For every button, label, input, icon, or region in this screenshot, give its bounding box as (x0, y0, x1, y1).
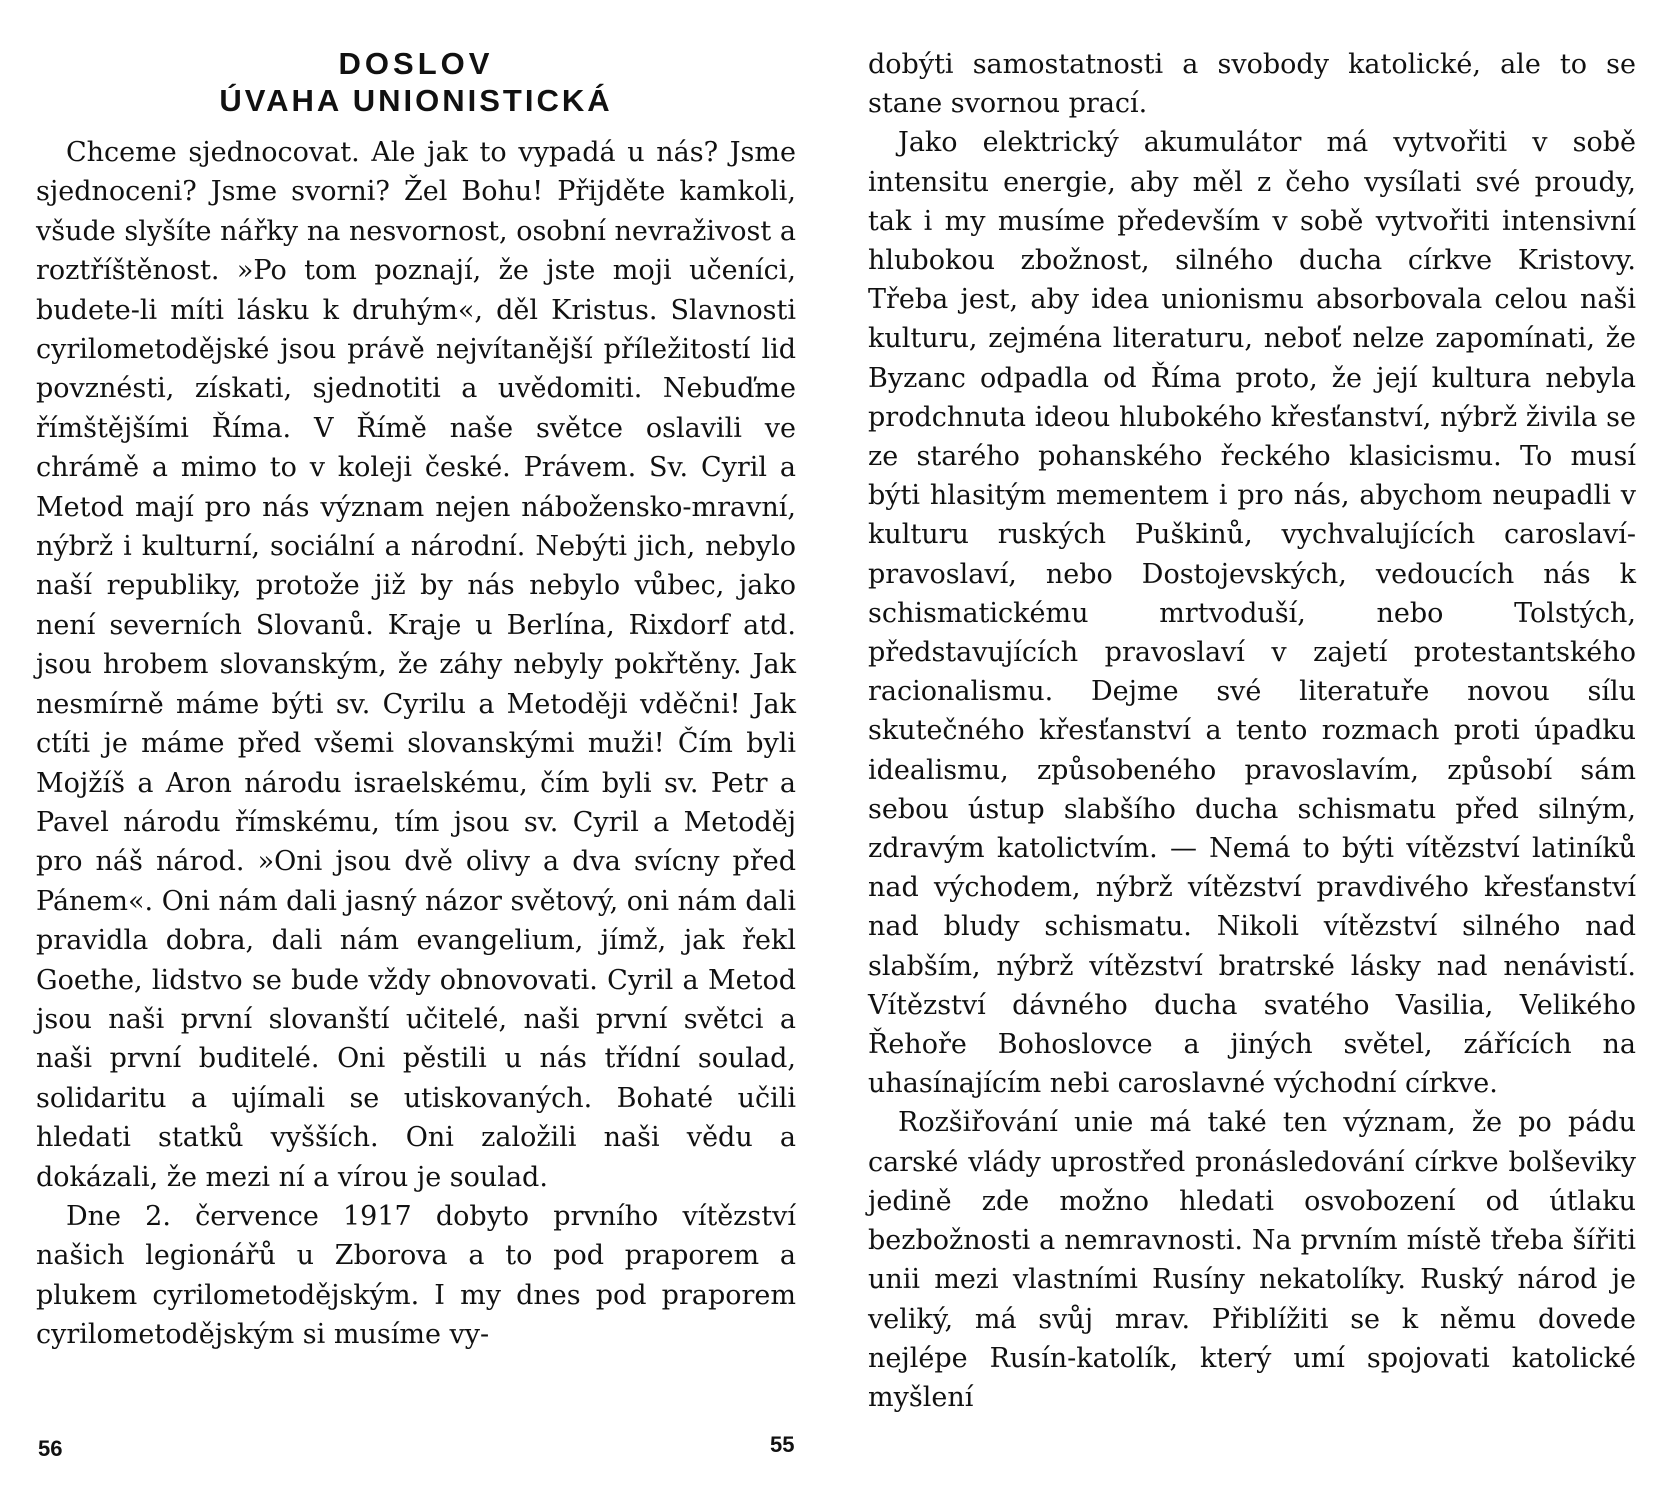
page-number-right: 56 (38, 1436, 63, 1461)
chapter-subtitle: ÚVAHA UNIONISTICKÁ (219, 83, 613, 118)
left-paragraph-1: Chceme sjednocovat. Ale jak to vypadá u nás? Jsme sjednoceni? Jsme svorni? Žel Bohu! Přijděte kamkoli, všude slyšíte nářky na nesvornost, osobní nevraživost a roztříštěnost. »Po tom poznají, že jste moji učeníci, budete-li míti lásku k druhým«, děl Kristus. Slavnosti cyrilometodějské jsou právě nejvítanější příležitostí lid povznésti, získati, sjednotiti a uvědomiti. Nebuďme římštějšími Říma. V Římě naše světce oslavili ve chrámě a mimo to v koleji české. Právem. Sv. Cyril a Metod mají pro nás význam nejen nábožensko-mravní, nýbrž i kulturní, sociální a národní. Nebýti jich, nebylo naší republiky, protože již by nás nebylo vůbec, jako není severních Slovanů. Kraje u Berlína, Rixdorf atd. jsou hrobem slovanským, že záhy nebyly pokřtěny. Jak nesmírně máme býti sv. Cyrilu a Metoději vděčni! Jak ctíti je máme před všemi slovanskými muži! Čím byli Mojžíš a Aron národu israelskému, čím byli sv. Petr a Pavel národu římskému, tím jsou sv. Cyril a Metoděj pro náš národ. »Oni jsou dvě olivy a dva svícny před Pánem«. Oni nám dali jasný názor světový, oni nám dali pravidla dobra, dali nám evangelium, jímž, jak řekl Goethe, lidstvo se bude vždy obnovovati. Cyril a Metod jsou naši první slovanští učitelé, naši první světci a naši první buditelé. Oni pěstili u nás třídní soulad, solidaritu a ujímali se utiskovaných. Bohaté učili hledati statků vyšších. Oni založili naši vědu a dokázali, že mezi ní a vírou je soulad. (36, 137, 796, 1193)
right-paragraph-1: dobýti samostatnosti a svobody katolické, ale to se stane svornou prací. (868, 49, 1636, 120)
right-paragraph-3: Rozšiřování unie má také ten význam, že po pádu carské vlády uprostřed pronásledování církve bolševiky jedině zde možno hledati osvobození od útlaku bezbožnosti a nemravnosti. Na prvním místě třeba šířiti unii mezi vlastními Rusíny nekatolíky. Ruský národ je veliký, má svůj mrav. Přiblížiti se k němu dovede nejlépe Rusín-katolík, který umí spojovati katolické myšlení (868, 1107, 1636, 1413)
right-page (832, 0, 1664, 1500)
page-number-left: 55 (770, 1432, 795, 1457)
right-paragraph-2: Jako elektrický akumulátor má vytvořiti v sobě intensitu energie, aby měl z čeho vysílati své proudy, tak i my musíme především v sobě vytvořiti intensivní hlubokou zbožnost, silného ducha církve Kristovy. Třeba jest, aby idea unionismu absorbovala celou naši kulturu, zejména literaturu, neboť nelze zapomínati, že Byzanc odpadla od Říma proto, že její kultura nebyla prodchnuta ideou hlubokého křesťanství, nýbrž živila se ze starého pohanského řeckého klasicismu. To musí býti hlasitým mementem i pro nás, abychom neupadli v kulturu ruských Puškinů, vychvalujících caroslaví-pravoslaví, nebo Dostojevských, vedoucích nás k schismatickému mrtvoduší, nebo Tolstých, představujících pravoslaví v zajetí protestantského racionalismu. Dejme své literatuře novou sílu skutečného křesťanství a tento rozmach proti úpadku idealismu, způsobeného pravoslavím, způsobí sám sebou ústup slabšího ducha schismatu před silným, zdravým katolictvím. — Nemá to býti vítězství latiníků nad východem, nýbrž vítězství pravdivého křesťanství nad bludy schismatu. Nikoli vítězství silného nad slabším, nýbrž vítězství bratrské lásky nad nenávistí. Vítězství dávného ducha svatého Vasilia, Velikého Řehoře Bohoslovce a jiných světel, zářících na uhasínajícím nebi caroslavné východní církve. (868, 127, 1636, 1100)
chapter-title: DOSLOV (338, 46, 494, 81)
left-paragraph-2: Dne 2. července 1917 dobyto prvního vítězství našich legionářů u Zborova a to pod praporem a plukem cyrilometodějským. I my dnes pod praporem cyrilometodějským si musíme vy- (36, 1200, 796, 1351)
